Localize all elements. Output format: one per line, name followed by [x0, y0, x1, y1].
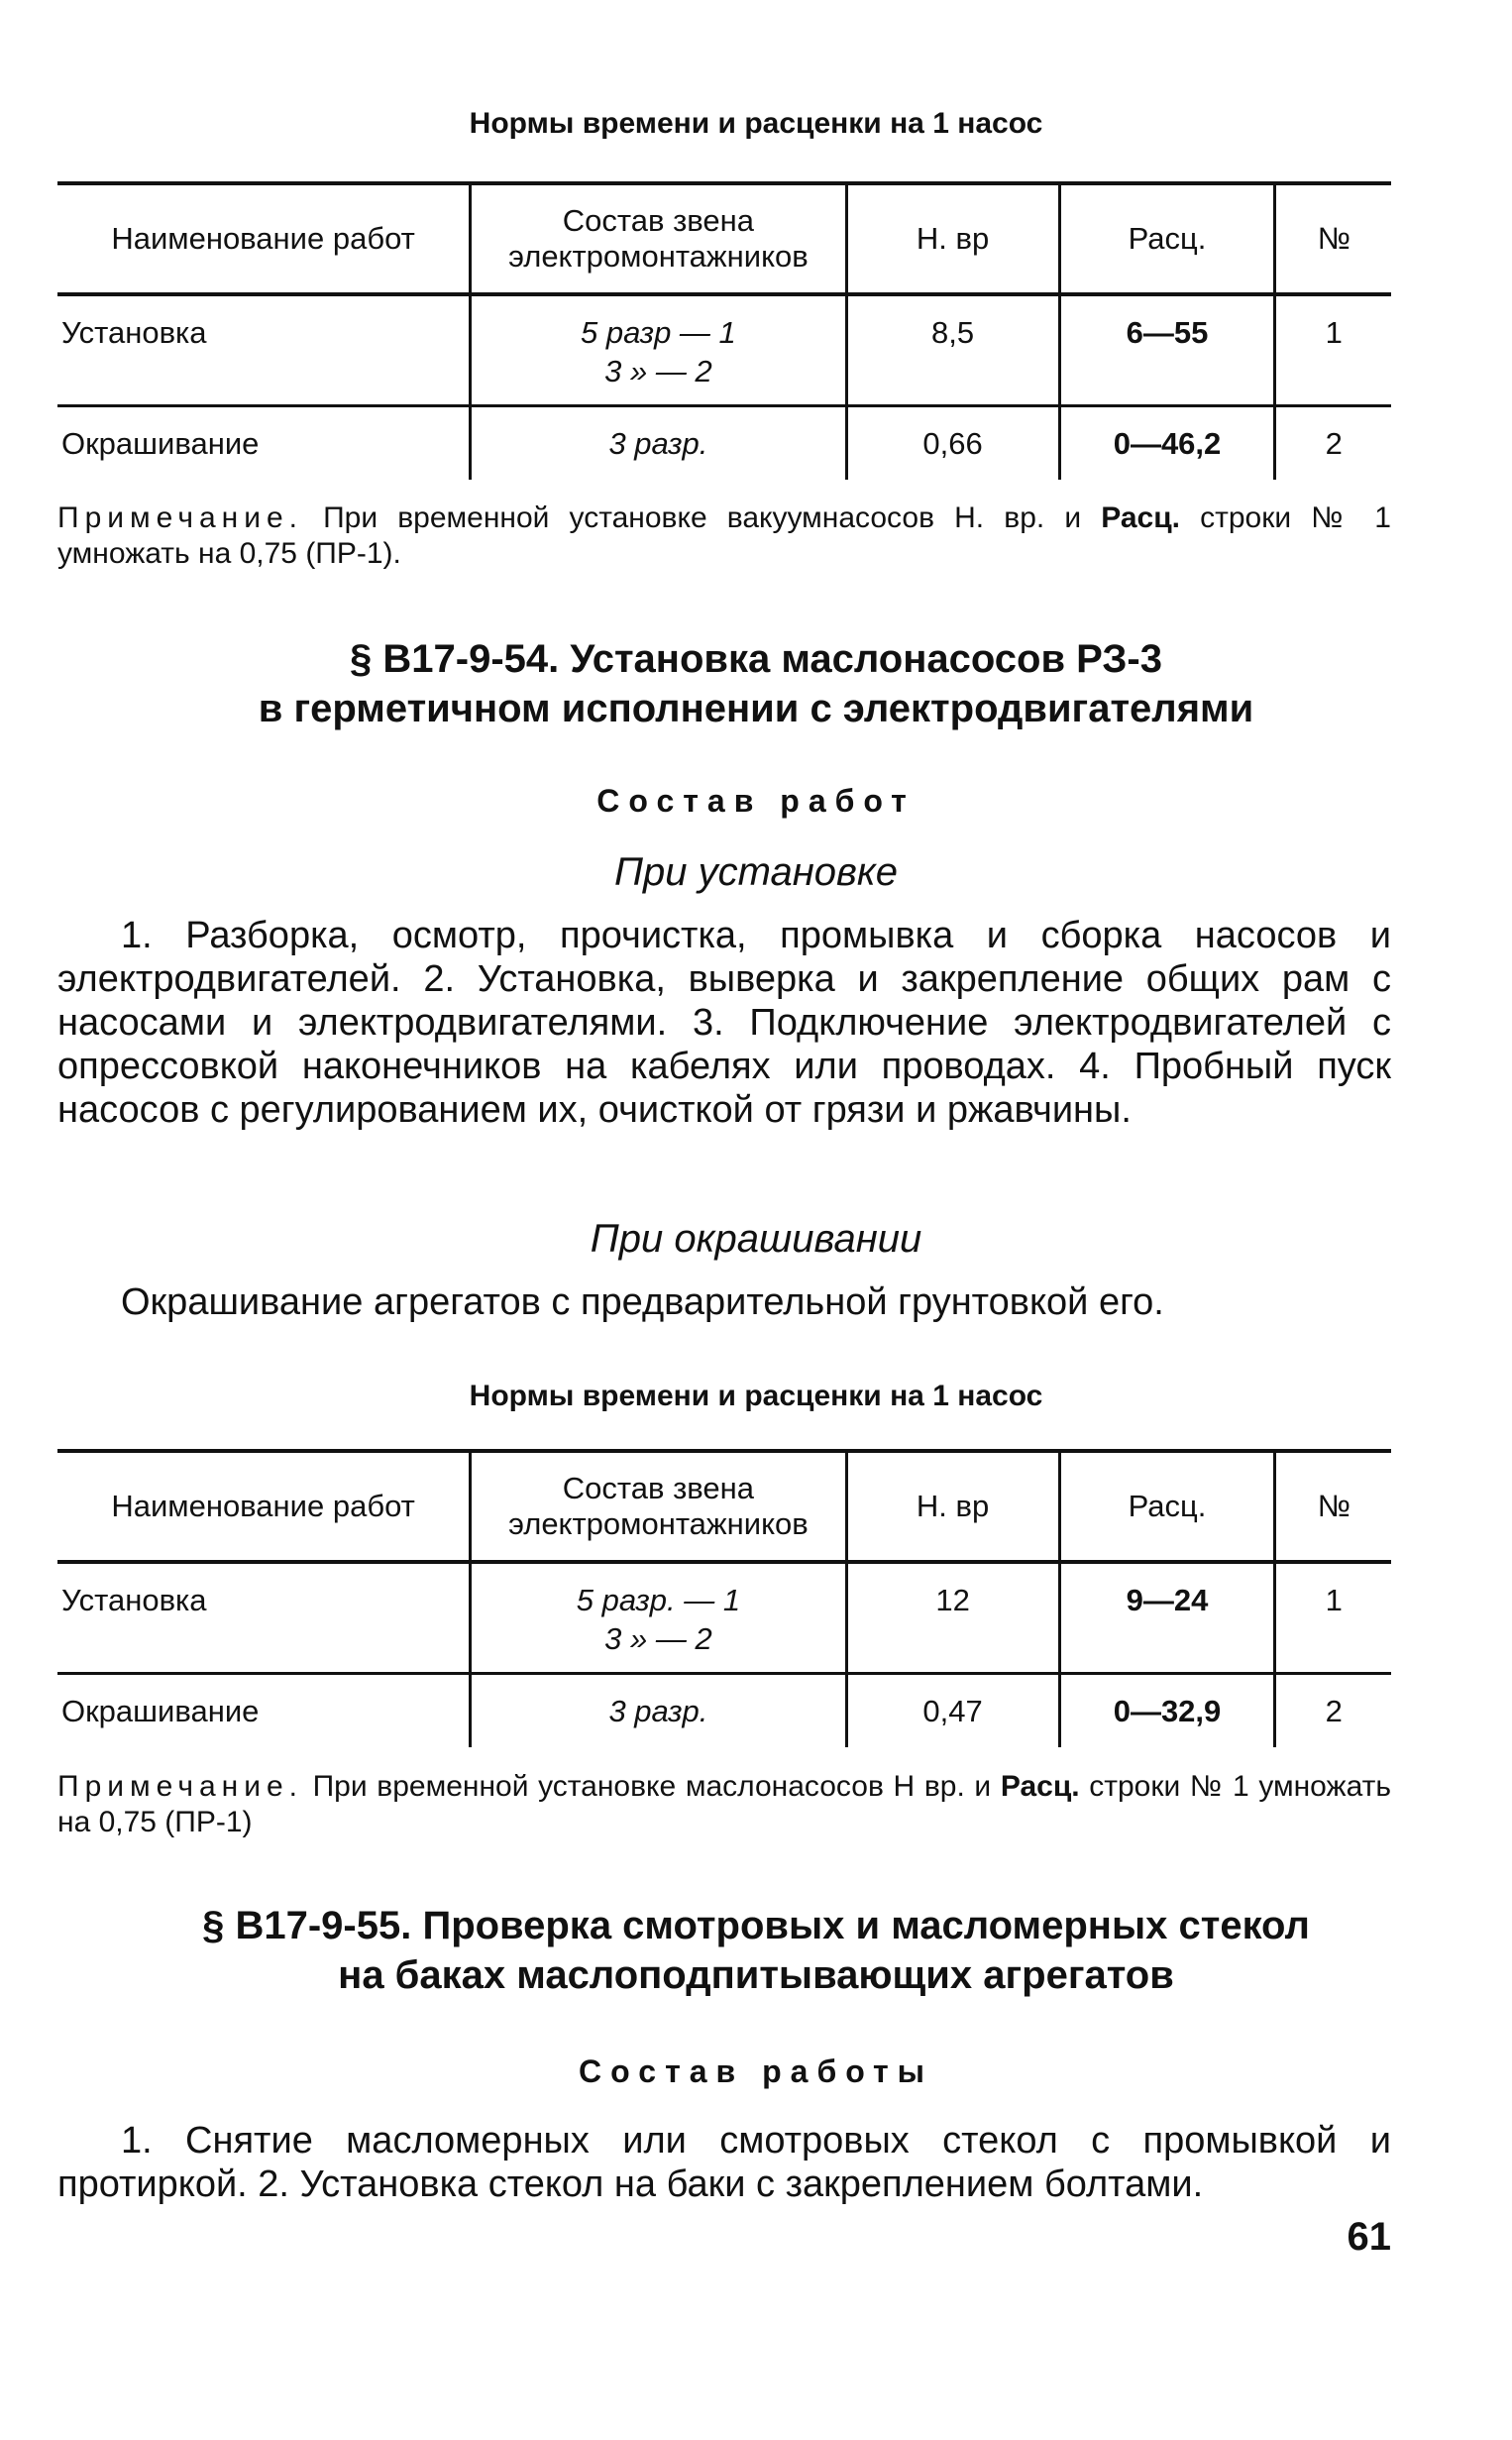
composition-label: Состав работ — [596, 783, 916, 819]
note-bold: Расц. — [1000, 1770, 1080, 1803]
note-lead: Примечание. — [57, 1770, 303, 1803]
header-work-name: Наименование работ — [57, 1451, 471, 1562]
cell-norm-hours: 0,66 — [846, 406, 1059, 481]
install-heading: При установке — [614, 850, 898, 894]
cell-crew: 3 разр. — [471, 1674, 846, 1748]
norms-table-2 — [57, 1449, 1391, 1747]
cell-work-name: Установка — [57, 1562, 471, 1674]
crew-line: 5 разр — 1 — [581, 315, 736, 350]
note-tail: строки № 1 умножать на 0,75 (ПР-1) — [57, 1770, 1391, 1838]
note-bold: Расц. — [1101, 501, 1180, 534]
cell-rate: 0—32,9 — [1059, 1674, 1275, 1748]
header-rate: Расц. — [1059, 1451, 1275, 1562]
install-paragraph: 1. Разборка, осмотр, прочистка, промывка и сборка насосов и электродвигателей. 2. Установка, выверка и закрепление общих рам с насосами и электродвигателями. 3. Подключение электродвигателей с опрессовкой наконечников на кабелях или проводах. 4. Пробный пуск насосов с регулированием их, очисткой от грязи и ржавчины. — [57, 915, 1391, 1131]
crew-line: 5 разр. — 1 — [576, 1583, 741, 1617]
header-crew: Состав звена электромонтажников — [471, 183, 846, 294]
crew-line: 3 » — 2 — [604, 1620, 712, 1656]
cell-number: 2 — [1275, 1674, 1391, 1748]
header-number: № — [1275, 1451, 1391, 1562]
table1-caption: Нормы времени и расценки на 1 насос — [469, 107, 1043, 140]
norms-table-1 — [57, 181, 1391, 480]
table2-caption: Нормы времени и расценки на 1 насос — [469, 1380, 1043, 1412]
table-row — [57, 1562, 1391, 1674]
cell-crew — [471, 294, 846, 406]
note-tail: строки № 1 умножать на 0,75 (ПР-1). — [57, 501, 1391, 570]
table-row — [57, 406, 1391, 481]
cell-rate: 6—55 — [1059, 294, 1275, 406]
header-rate: Расц. — [1059, 183, 1275, 294]
cell-number: 1 — [1275, 1562, 1391, 1674]
table-header-row — [57, 183, 1391, 294]
note-lead: Примечание. — [57, 501, 303, 534]
table2-note — [57, 1769, 1391, 1840]
header-crew: Состав звена электромонтажников — [471, 1451, 846, 1562]
header-norm-hours: Н. вр — [846, 1451, 1059, 1562]
table-row — [57, 294, 1391, 406]
cell-crew — [471, 1562, 846, 1674]
table1-note — [57, 500, 1391, 572]
cell-work-name: Установка — [57, 294, 471, 406]
section-title-55 — [0, 1901, 1512, 2000]
composition-label: Состав работы — [579, 2053, 933, 2089]
section55-paragraph: 1. Снятие масломерных или смотровых стекол с промывкой и протиркой. 2. Установка стекол на баки с закреплением болтами. — [57, 2120, 1391, 2205]
cell-crew: 3 разр. — [471, 406, 846, 481]
page-number: 61 — [1347, 2215, 1391, 2259]
crew-line: 3 » — 2 — [604, 353, 712, 388]
cell-work-name: Окрашивание — [61, 1694, 260, 1728]
cell-number: 1 — [1275, 294, 1391, 406]
section-title-54 — [0, 634, 1512, 733]
cell-norm-hours: 8,5 — [846, 294, 1059, 406]
table-header-row — [57, 1451, 1391, 1562]
paint-heading: При окрашивании — [590, 1217, 922, 1261]
header-number: № — [1275, 183, 1391, 294]
note-text: При временной установке маслонасосов Н вр. и — [302, 1770, 1001, 1803]
note-text: При временной установке вакуумнасосов Н. вр. и — [302, 501, 1102, 534]
header-norm-hours: Н. вр — [846, 183, 1059, 294]
cell-norm-hours: 12 — [846, 1562, 1059, 1674]
section-title-line: в герметичном исполнении с электродвигателями — [258, 687, 1254, 730]
paint-paragraph: Окрашивание агрегатов с предварительной грунтовкой его. — [121, 1281, 1164, 1323]
cell-number: 2 — [1275, 406, 1391, 481]
cell-norm-hours: 0,47 — [846, 1674, 1059, 1748]
cell-work-name: Окрашивание — [61, 426, 260, 461]
section-title-line: на баках маслоподпитывающих агрегатов — [338, 1953, 1174, 1997]
section-title-line: § В17-9-55. Проверка смотровых и масломерных стекол — [202, 1904, 1310, 1947]
table-row — [57, 1674, 1391, 1748]
section-title-line: § В17-9-54. Установка маслонасосов РЗ-3 — [350, 637, 1162, 681]
cell-rate: 9—24 — [1059, 1562, 1275, 1674]
cell-rate: 0—46,2 — [1059, 406, 1275, 481]
header-work-name: Наименование работ — [57, 183, 471, 294]
